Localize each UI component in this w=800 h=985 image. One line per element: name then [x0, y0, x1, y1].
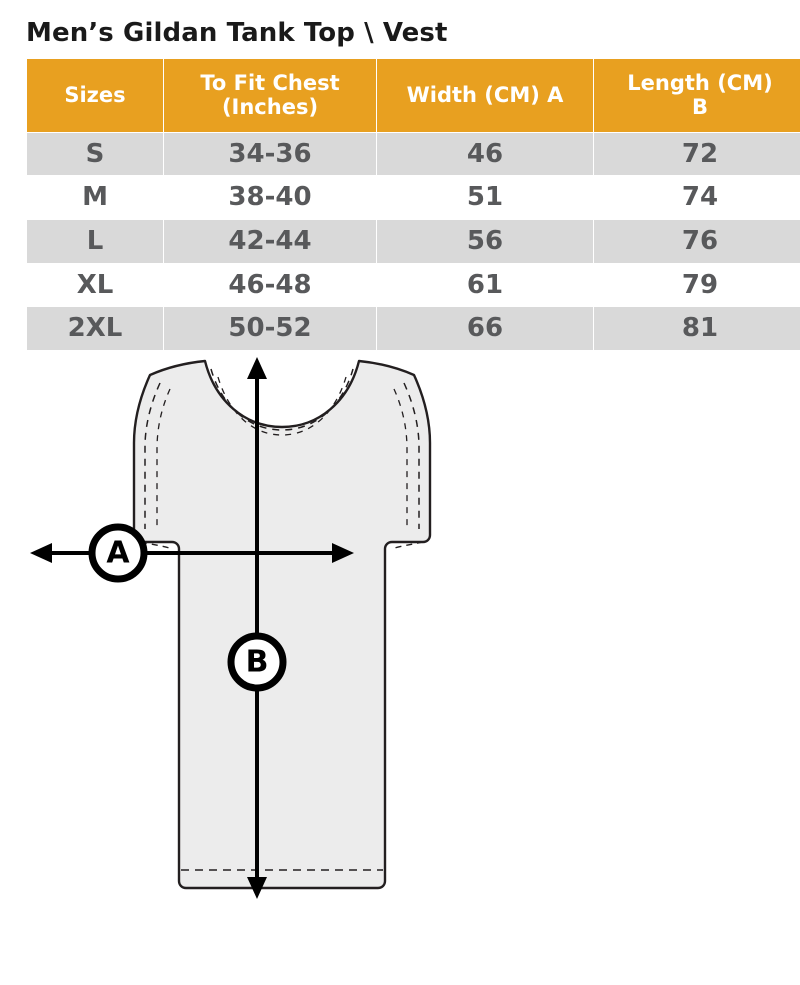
size-chart-table: [26, 58, 800, 351]
cell-width: 56: [377, 219, 594, 263]
column-header-length: [594, 59, 800, 133]
table-header: [27, 59, 800, 133]
tank-top-illustration: [134, 361, 430, 888]
column-header-chest: [164, 59, 377, 133]
cell-size: L: [27, 219, 164, 263]
cell-chest: 50-52: [164, 307, 377, 351]
table-body: [27, 132, 800, 350]
tank-top-body: [134, 361, 430, 888]
column-header-length-line1: Length (CM): [627, 71, 773, 95]
length-marker-label: B: [245, 644, 269, 680]
width-marker-label: A: [106, 535, 130, 571]
table-row: [27, 176, 800, 220]
column-header-chest-line1: To Fit Chest: [200, 71, 340, 95]
cell-size: XL: [27, 263, 164, 307]
cell-chest: 42-44: [164, 219, 377, 263]
page-title: Men’s Gildan Tank Top \ Vest: [26, 18, 448, 48]
table-row: [27, 132, 800, 176]
cell-size: M: [27, 176, 164, 220]
cell-width: 61: [377, 263, 594, 307]
garment-diagram: [0, 357, 800, 927]
cell-chest: 46-48: [164, 263, 377, 307]
table-row: [27, 307, 800, 351]
column-header-chest-line2: (Inches): [221, 95, 319, 120]
cell-chest: 38-40: [164, 176, 377, 220]
column-header-sizes-label: Sizes: [64, 83, 126, 108]
width-arrow-left-head: [30, 543, 52, 563]
column-header-length-line2: B: [691, 95, 708, 120]
cell-length: 76: [594, 219, 800, 263]
cell-chest: 34-36: [164, 132, 377, 176]
cell-width: 51: [377, 176, 594, 220]
cell-size: S: [27, 132, 164, 176]
column-header-width: [377, 59, 594, 133]
cell-width: 66: [377, 307, 594, 351]
column-header-sizes: [27, 59, 164, 133]
cell-width: 46: [377, 132, 594, 176]
length-arrow-top-head: [247, 357, 267, 379]
table-row: [27, 263, 800, 307]
cell-size: 2XL: [27, 307, 164, 351]
column-header-width-label: Width (CM) A: [406, 83, 564, 108]
table-header-row: [27, 59, 800, 133]
cell-length: 72: [594, 132, 800, 176]
cell-length: 81: [594, 307, 800, 351]
table-row: [27, 219, 800, 263]
cell-length: 79: [594, 263, 800, 307]
cell-length: 74: [594, 176, 800, 220]
